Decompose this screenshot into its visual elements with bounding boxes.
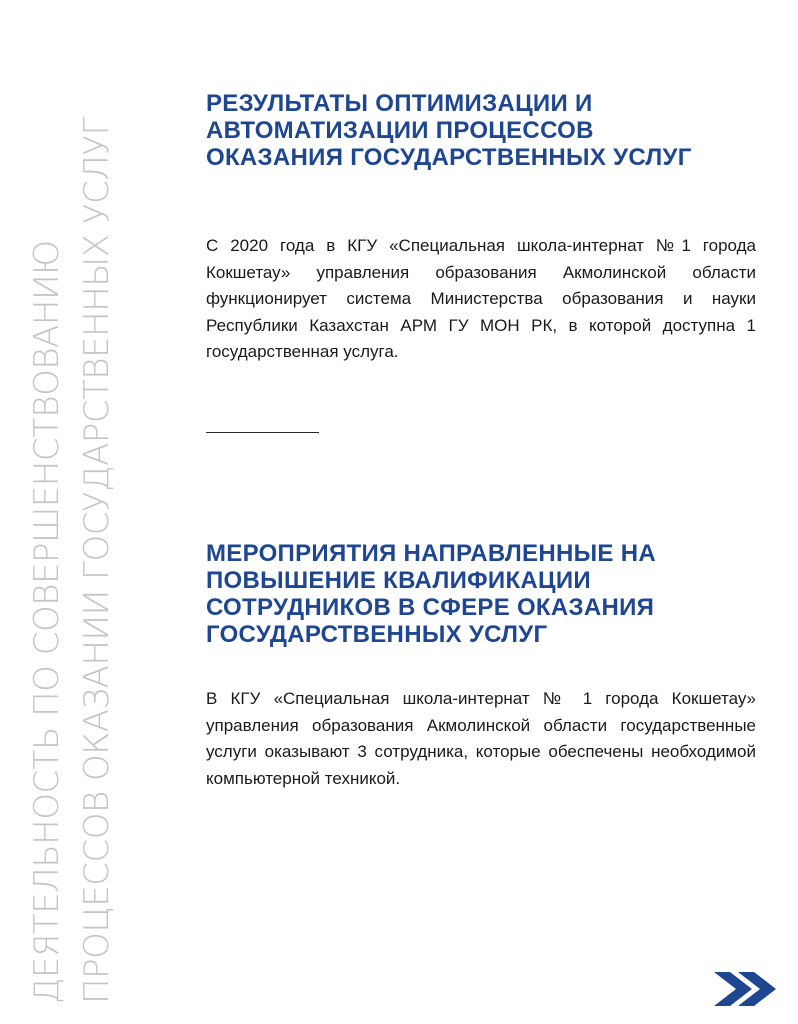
- section-2-title-line: ПОВЫШЕНИЕ КВАЛИФИКАЦИИ: [206, 567, 591, 594]
- section-2-title-line: ГОСУДАРСТВЕННЫХ УСЛУГ: [206, 621, 548, 648]
- section-1-title-line: ОКАЗАНИЯ ГОСУДАРСТВЕННЫХ УСЛУГ: [206, 144, 692, 171]
- section-1-title-line: АВТОМАТИЗАЦИИ ПРОЦЕССОВ: [206, 117, 594, 144]
- section-1-title: [206, 90, 786, 171]
- section-divider: [206, 432, 319, 433]
- side-title: [22, 0, 122, 1004]
- double-chevron-right-icon: [714, 972, 778, 1006]
- side-title-line-1: ДЕЯТЕЛЬНОСТЬ ПО СОВЕРШЕНСТВОВАНИЮ: [27, 240, 67, 1004]
- side-title-line-2: ПРОЦЕССОВ ОКАЗАНИИ ГОСУДАРСТВЕННЫХ УСЛУГ: [77, 116, 117, 1004]
- next-page-button[interactable]: [714, 972, 778, 1006]
- section-2-body: В КГУ «Специальная школа-интернат № 1 города Кокшетау» управления образования Акмолинской области государственные услуги оказывают 3 сотрудника, которые обеспечены необходимой компьютерной техникой.: [206, 689, 756, 788]
- section-1-title-line: РЕЗУЛЬТАТЫ ОПТИМИЗАЦИИ И: [206, 90, 593, 117]
- section-2-title: [206, 540, 786, 648]
- section-2-title-line: СОТРУДНИКОВ В СФЕРЕ ОКАЗАНИЯ: [206, 594, 655, 621]
- section-2-title-line: МЕРОПРИЯТИЯ НАПРАВЛЕННЫЕ НА: [206, 540, 656, 567]
- section-1-body: С 2020 года в КГУ «Специальная школа-интернат №1 города Кокшетау» управления образования Акмолинской области функционирует система Министерства образования и науки Республики Казахстан АРМ ГУ МОН РК, в которой доступна 1 государственная услуга.: [206, 236, 756, 361]
